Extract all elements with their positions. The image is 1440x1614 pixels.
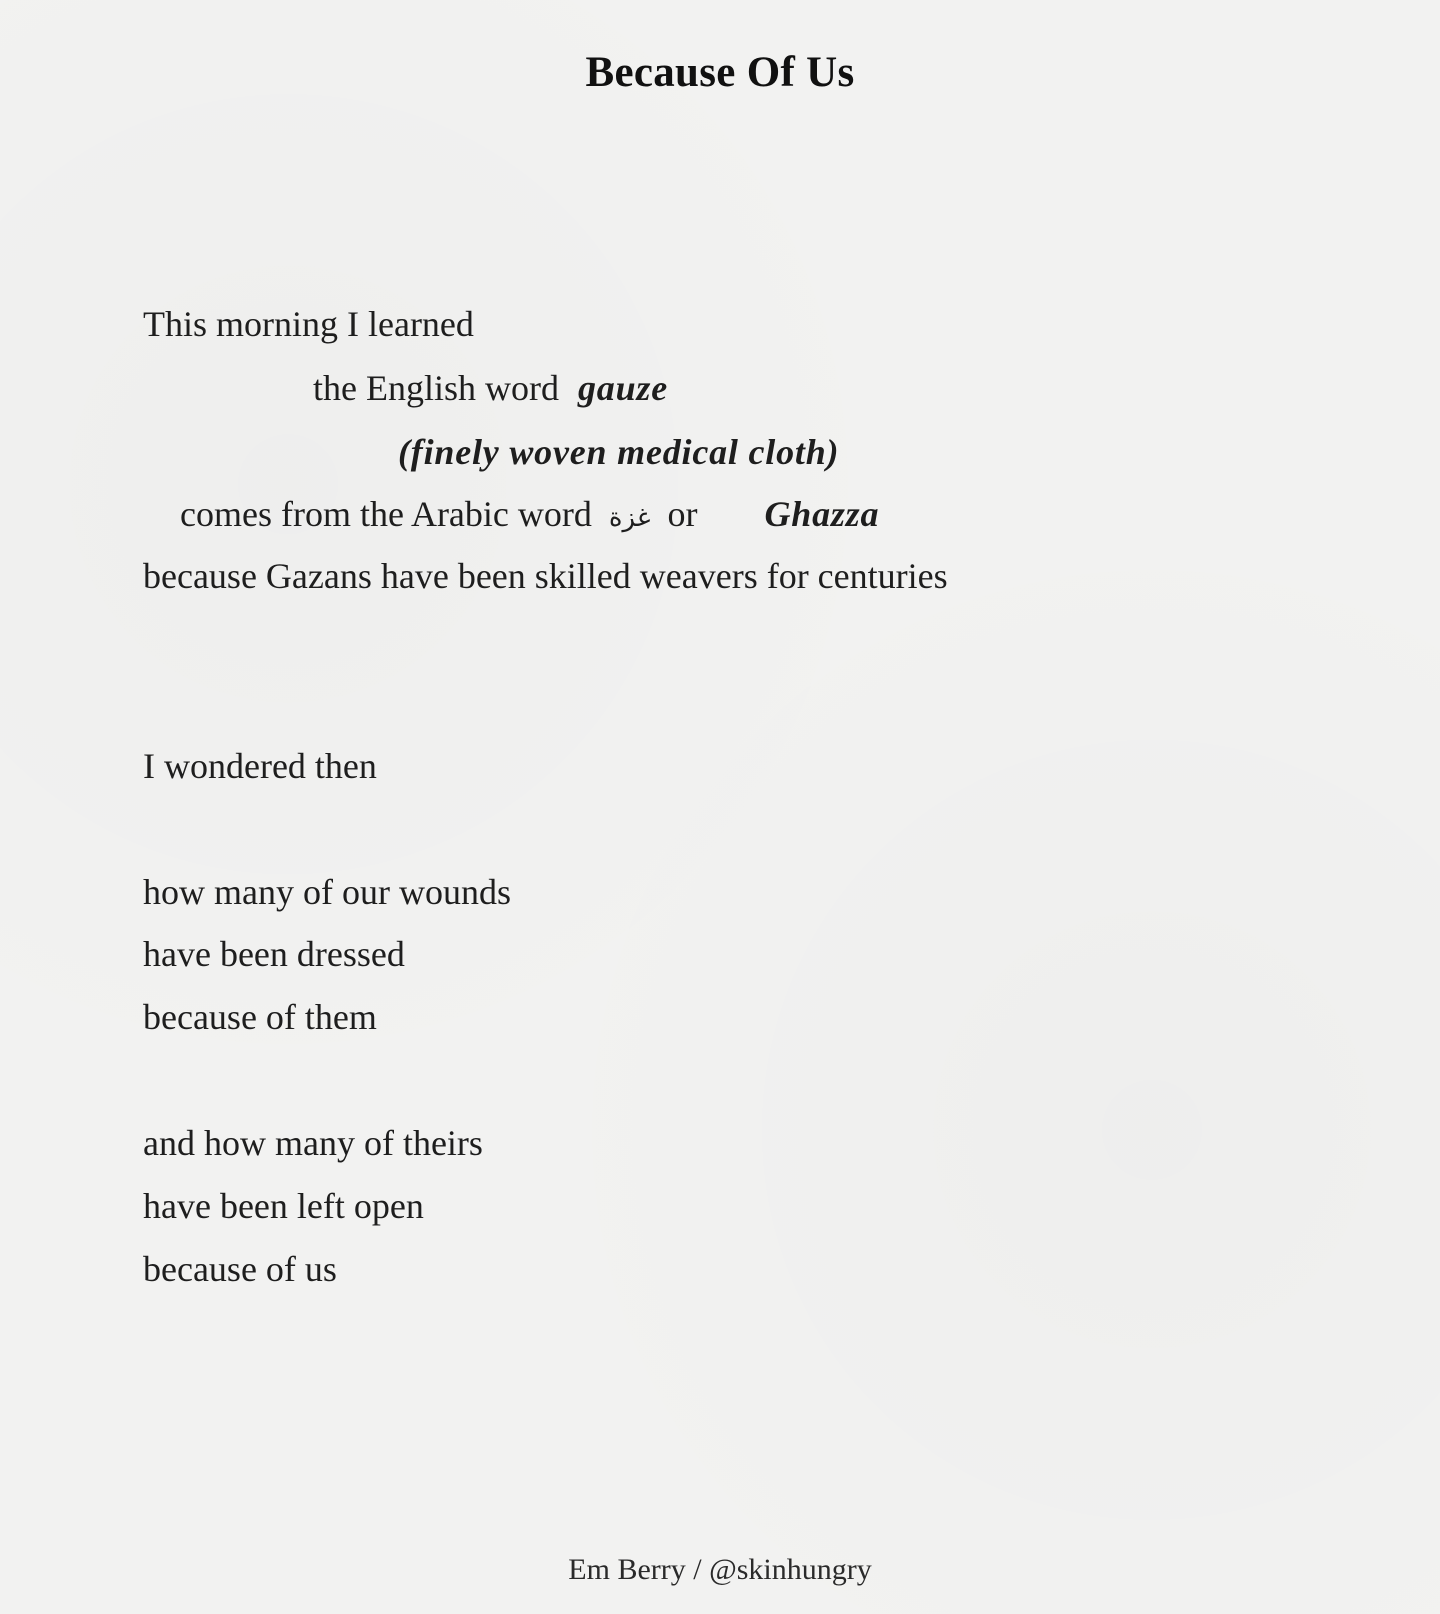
poem-line: have been left open	[143, 1186, 424, 1226]
poem-line-text: comes from the Arabic word	[180, 494, 592, 534]
author-credit: Em Berry / @skinhungry	[568, 1553, 872, 1586]
poem-title: Because Of Us	[585, 49, 855, 96]
poem-line-text: or	[667, 494, 698, 534]
poem-line-definition: (finely woven medical cloth)	[398, 432, 840, 472]
arabic-word: غزة	[608, 503, 651, 533]
poem-line-text: the English word	[313, 368, 559, 408]
poem-line: because of them	[143, 997, 377, 1037]
poem-line: how many of our wounds	[143, 872, 511, 912]
poem-line	[180, 496, 879, 532]
emphasized-word: Ghazza	[764, 494, 880, 534]
poem-line: This morning I learned	[143, 304, 474, 344]
poem-line: have been dressed	[143, 934, 405, 974]
poem-line: because Gazans have been skilled weavers for centuries	[143, 556, 948, 596]
poem-line	[313, 370, 668, 406]
poem-line: and how many of theirs	[143, 1123, 483, 1163]
emphasized-word: gauze	[577, 368, 668, 408]
poem-line: because of us	[143, 1249, 337, 1289]
poem-line: I wondered then	[143, 746, 377, 786]
